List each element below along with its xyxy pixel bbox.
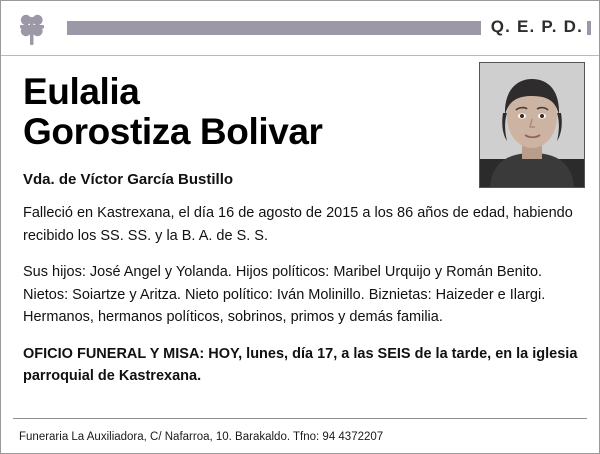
deceased-name	[23, 72, 473, 151]
family-text: Sus hijos: José Angel y Yolanda. Hijos políticos: Maribel Urquijo y Román Benito. Nietos: Soiartze y Aritza. Nieto político: Iván Molinillo. Biznietas: Haizeder e Ilargi. Hermanos, hermanos políticos, sobrinos, primos y demás familia.	[23, 264, 546, 326]
notice-body	[1, 56, 599, 387]
spouse-line: Vda. de Víctor García Bustillo	[23, 171, 234, 189]
funeral-home-footer: Funeraria La Auxiliadora, C/ Nafarroa, 10. Barakaldo. Tfno: 94 4372207	[19, 431, 384, 443]
deceased-last-name: Gorostiza Bolivar	[23, 110, 323, 152]
service-text: OFICIO FUNERAL Y MISA: HOY, lunes, día 17, a las SEIS de la tarde, en la iglesia parroquial de Kastrexana.	[23, 345, 578, 384]
footer-divider	[13, 418, 587, 419]
qepd-label: Q. E. P. D.	[481, 15, 587, 39]
death-notice-text: Falleció en Kastrexana, el día 16 de agosto de 2015 a los 86 años de edad, habiendo recibido los SS. SS. y la B. A. de S. S.	[23, 205, 573, 244]
portrait-photo	[479, 62, 585, 188]
notice-header	[1, 1, 599, 56]
cross-flower-logo-icon	[13, 13, 55, 47]
deceased-first-name: Eulalia	[23, 71, 140, 112]
